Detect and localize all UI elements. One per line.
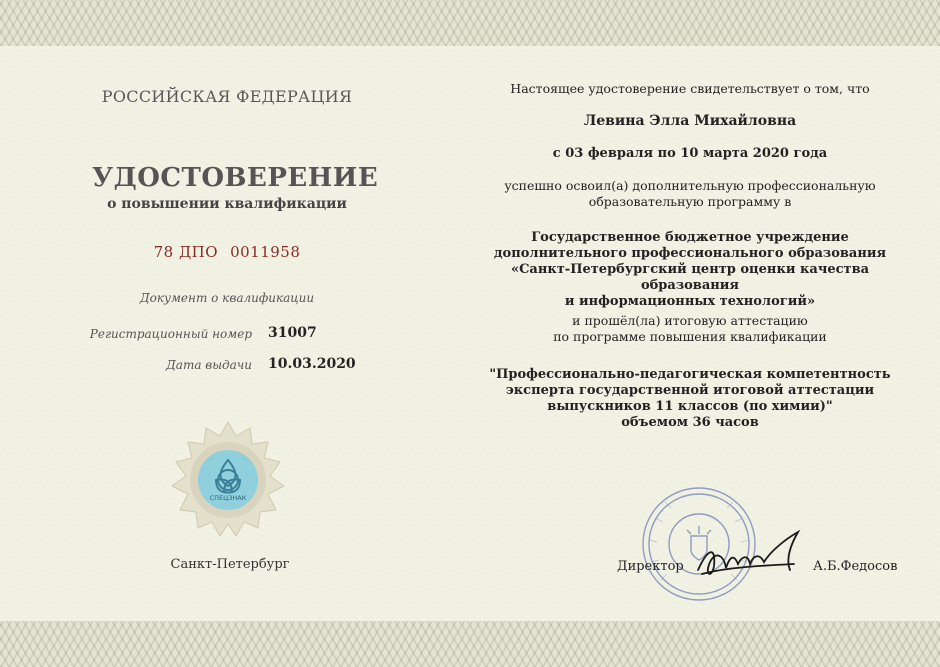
city-name: Санкт-Петербург xyxy=(170,557,290,572)
document-subtitle: о повышении квалификации xyxy=(107,196,347,212)
hologram-seal xyxy=(168,420,288,540)
attestation-text xyxy=(470,313,910,345)
institution-line: «Санкт-Петербургский центр оценки качества образования xyxy=(510,262,870,293)
institution-line: и информационных технологий» xyxy=(564,294,816,309)
serial-series: 78 ДПО xyxy=(153,243,219,261)
serial-digits: 0011958 xyxy=(230,243,301,261)
attestation-line: по программе повышения квалификации xyxy=(553,329,827,344)
director-label: Директор xyxy=(617,559,684,574)
program-line: эксперта государственной итоговой аттестации xyxy=(505,383,875,398)
country-heading: РОССИЙСКАЯ ФЕДЕРАЦИЯ xyxy=(101,87,353,106)
document-title: УДОСТОВЕРЕНИЕ xyxy=(92,163,379,193)
issue-date-label: Дата выдачи xyxy=(166,358,252,372)
holder-name: Левина Элла Михайловна xyxy=(583,113,797,129)
seal-text: СПЕЦЗНАК xyxy=(209,494,247,502)
program-line: объемом 36 часов xyxy=(621,415,759,430)
training-period: с 03 февраля по 10 марта 2020 года xyxy=(552,146,828,161)
attestation-line: и прошёл(ла) итоговую аттестацию xyxy=(572,313,808,328)
program-line: "Профессионально-педагогическая компетентность xyxy=(489,367,891,382)
institution-line: Государственное бюджетное учреждение xyxy=(531,230,849,245)
completion-line: образовательную программу в xyxy=(588,194,792,209)
registration-number-label: Регистрационный номер xyxy=(89,327,252,341)
ornamental-border-top xyxy=(0,0,940,46)
program-title xyxy=(470,367,910,431)
program-line: выпускников 11 классов (по химии)" xyxy=(547,399,833,414)
director-name: А.Б.Федосов xyxy=(813,559,898,574)
document-type: Документ о квалификации xyxy=(139,291,315,305)
institution-line: дополнительного профессионального образования xyxy=(493,246,887,261)
institution-name xyxy=(470,230,910,310)
serial-number xyxy=(92,243,362,261)
issue-date-value: 10.03.2020 xyxy=(268,356,356,372)
registration-number-value: 31007 xyxy=(268,325,317,341)
completion-text xyxy=(470,178,910,210)
ornamental-border-bottom xyxy=(0,621,940,667)
director-signature xyxy=(694,526,814,586)
intro-line: Настоящее удостоверение свидетельствует о том, что xyxy=(510,81,870,96)
completion-line: успешно освоил(а) дополнительную профессиональную xyxy=(504,178,876,193)
